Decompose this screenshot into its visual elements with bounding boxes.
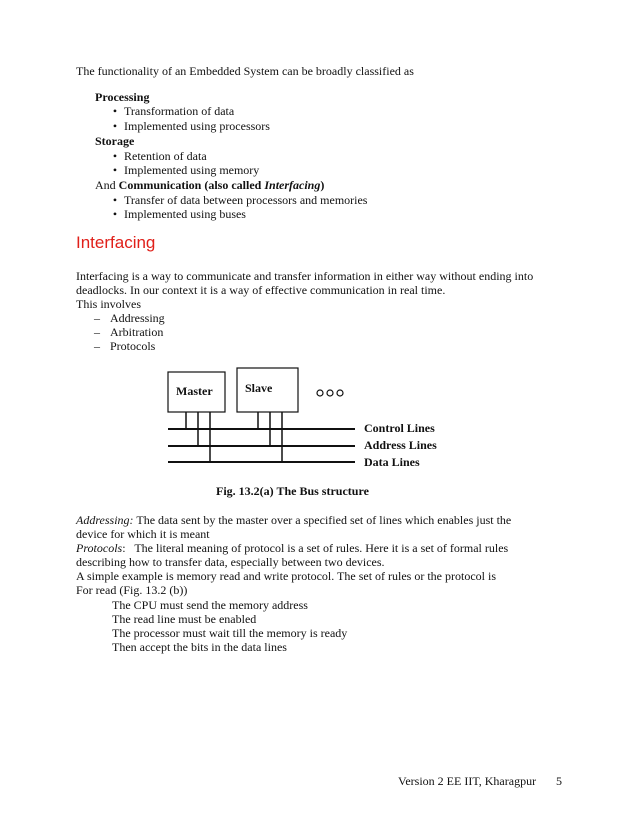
dash-icon: – bbox=[94, 339, 100, 353]
bullet-text: Transfer of data between processors and memories bbox=[124, 193, 368, 207]
communication-italic: Interfacing bbox=[264, 178, 321, 192]
interfacing-paragraph-line-2: deadlocks. In our context it is a way of effective communication in real time. bbox=[76, 283, 446, 297]
addressing-line-2: device for which it is meant bbox=[76, 527, 210, 541]
page-number: 5 bbox=[556, 774, 562, 788]
read-step-3: The processor must wait till the memory is ready bbox=[112, 626, 348, 640]
bullet-text: Retention of data bbox=[124, 149, 207, 163]
intro-text: The functionality of an Embedded System can be broadly classified as bbox=[76, 64, 414, 78]
data-lines-label: Data Lines bbox=[364, 455, 420, 469]
master-label: Master bbox=[176, 384, 213, 398]
interfacing-paragraph-line-1: Interfacing is a way to communicate and transfer information in either way without ending into bbox=[76, 269, 534, 283]
section-heading-interfacing: Interfacing bbox=[76, 233, 156, 252]
bullet-icon: • bbox=[112, 104, 118, 118]
bullet-icon: • bbox=[112, 207, 118, 221]
addressing-term: Addressing: bbox=[76, 513, 134, 527]
address-lines-label: Address Lines bbox=[364, 438, 437, 452]
bullet-text: Implemented using processors bbox=[124, 119, 270, 133]
for-read-text: For read (Fig. 13.2 (b)) bbox=[76, 583, 188, 597]
bullet-text: Implemented using memory bbox=[124, 163, 260, 177]
item-text: Protocols bbox=[110, 339, 156, 353]
read-step-2: The read line must be enabled bbox=[112, 612, 257, 626]
bullet-icon: • bbox=[112, 163, 118, 177]
dash-icon: – bbox=[94, 325, 100, 339]
ellipsis-dot bbox=[327, 390, 333, 396]
communication-bold: Communication (also called bbox=[118, 178, 265, 192]
addressing-definition: The data sent by the master over a specified set of lines which enables just the bbox=[136, 513, 512, 527]
protocols-line-1 bbox=[76, 541, 508, 555]
item-text: Arbitration bbox=[110, 325, 164, 339]
protocols-definition: : The literal meaning of protocol is a set of rules. Here it is a set of formal rules bbox=[122, 541, 509, 555]
example-text: A simple example is memory read and write protocol. The set of rules or the protocol is bbox=[76, 569, 497, 583]
read-step-4: Then accept the bits in the data lines bbox=[112, 640, 287, 654]
communication-prefix: And bbox=[95, 178, 119, 192]
ellipsis-dot bbox=[317, 390, 323, 396]
read-step-1: The CPU must send the memory address bbox=[112, 598, 308, 612]
involves-text: This involves bbox=[76, 297, 141, 311]
bullet-text: Transformation of data bbox=[124, 104, 235, 118]
footer-source: Version 2 EE IIT, Kharagpur bbox=[398, 774, 537, 788]
ellipsis-dot bbox=[337, 390, 343, 396]
bullet-text: Implemented using buses bbox=[124, 207, 246, 221]
bullet-icon: • bbox=[112, 119, 118, 133]
storage-label: Storage bbox=[95, 134, 135, 148]
item-text: Addressing bbox=[110, 311, 165, 325]
bullet-icon: • bbox=[112, 149, 118, 163]
bullet-icon: • bbox=[112, 193, 118, 207]
processing-label: Processing bbox=[95, 90, 150, 104]
dash-icon: – bbox=[94, 311, 100, 325]
protocols-line-2: describing how to transfer data, especially between two devices. bbox=[76, 555, 385, 569]
communication-suffix: ) bbox=[320, 178, 325, 192]
addressing-line-1 bbox=[76, 513, 564, 527]
control-lines-label: Control Lines bbox=[364, 421, 435, 435]
protocols-term: Protocols bbox=[76, 541, 123, 555]
figure-caption: Fig. 13.2(a) The Bus structure bbox=[216, 484, 369, 498]
slave-label: Slave bbox=[245, 381, 273, 395]
